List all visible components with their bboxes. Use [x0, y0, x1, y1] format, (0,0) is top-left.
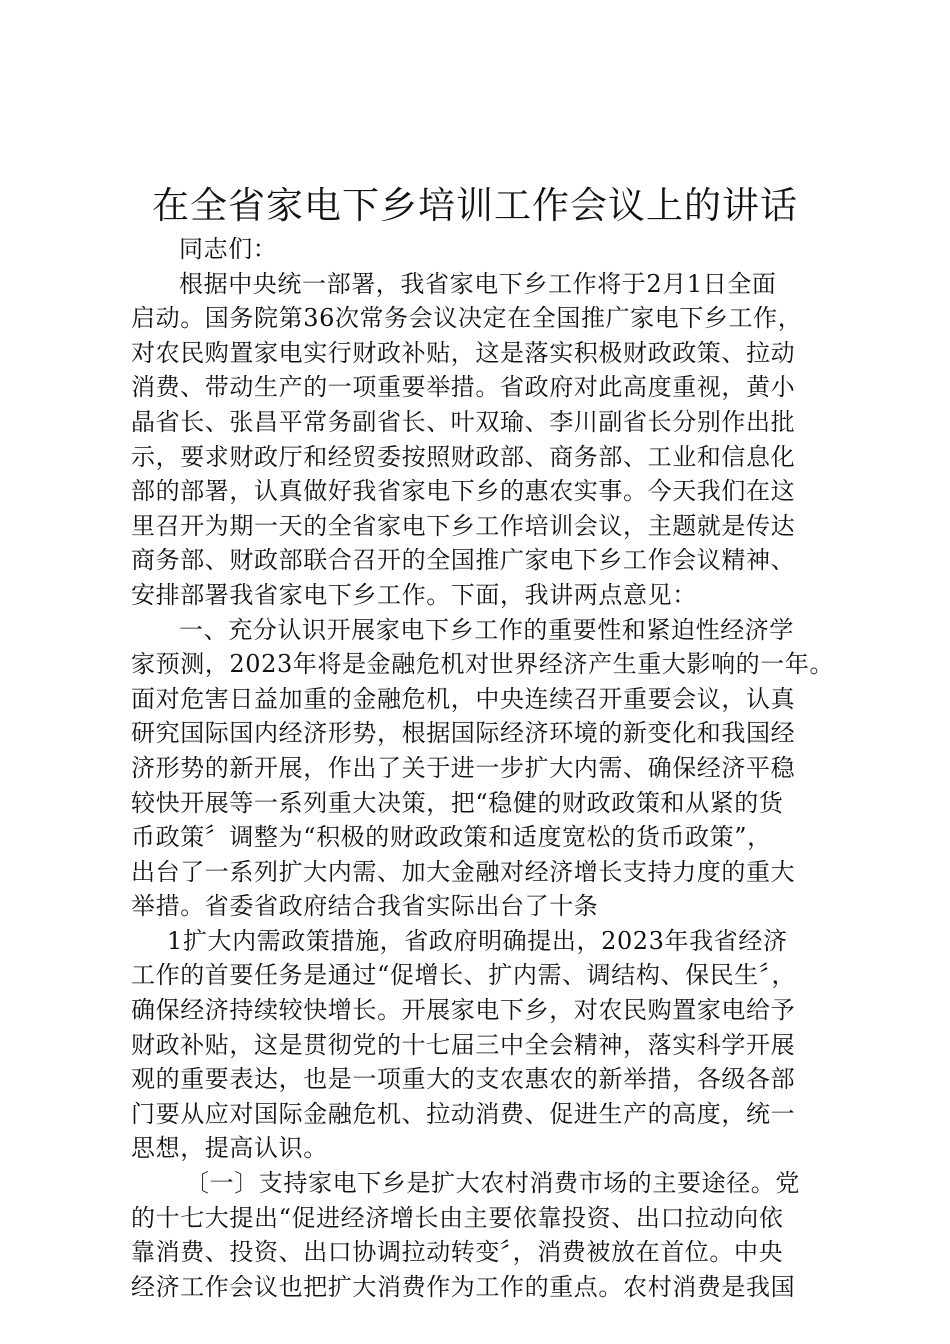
- text-line: 研究国际国内经济形势，根据国际经济环境的新变化和我国经: [131, 719, 796, 748]
- salutation-paragraph: [131, 232, 821, 267]
- text-line: 出台了一系列扩大内需、加大金融对经济增长支持力度的重大: [131, 857, 796, 886]
- subsection-one-paragraph: [131, 1166, 821, 1304]
- text-line: 晶省长、张昌平常务副省长、叶双瑜、李川副省长分别作出批: [131, 407, 796, 436]
- text-line: 财政补贴，这是贯彻党的十七届三中全会精神，落实科学开展: [131, 1030, 796, 1059]
- text-line: 较快开展等一系列重大决策，把“稳健的财政政策和从紧的货: [131, 788, 784, 817]
- policy-paragraph: [131, 924, 821, 1166]
- intro-paragraph: [131, 267, 821, 613]
- text-line: 思想，提高认识。: [131, 1134, 328, 1163]
- text-line: 同志们：: [179, 235, 278, 263]
- text-line: 消费、带动生产的一项重要举措。省政府对此高度重视，黄小: [131, 373, 796, 402]
- document-title: 在全省家电下乡培训工作会议上的讲话: [152, 184, 798, 227]
- text-line: 币政策〞调整为“积极的财政政策和适度宽松的货币政策”，: [131, 823, 772, 852]
- document-body: [131, 232, 835, 1304]
- text-line: 〔一〕支持家电下乡是扩大农村消费市场的主要途径。党: [185, 1169, 800, 1198]
- text-line: 对农民购置家电实行财政补贴，这是落实积极财政政策、拉动: [131, 338, 796, 367]
- text-line: 靠消费、投资、出口协调拉动转变〞，消费被放在首位。中央: [131, 1238, 784, 1267]
- text-line: 工作的首要任务是通过“促增长、扩内需、调结构、保民生〞，: [131, 961, 797, 990]
- text-line: 一、充分认识开展家电下乡工作的重要性和紧迫性经济学: [179, 615, 794, 644]
- text-line: 部的部署，认真做好我省家电下乡的惠农实事。今天我们在这: [131, 477, 796, 506]
- text-line: 安排部署我省家电下乡工作。下面，我讲两点意见：: [131, 580, 697, 609]
- text-line: 门要从应对国际金融危机、拉动消费、促进生产的高度，统一: [131, 1099, 796, 1128]
- text-line: 举措。省委省政府结合我省实际出台了十条: [131, 892, 599, 921]
- text-line: 济形势的新开展，作出了关于进一步扩大内需、确保经济平稳: [131, 753, 796, 782]
- text-line: 的十七大提出“促进经济增长由主要依靠投资、出口拉动向依: [131, 1203, 784, 1232]
- text-line: 启动。国务院第36次常务会议决定在全国推广家电下乡工作，: [131, 304, 803, 333]
- text-line: 家预测，2023年将是金融危机对世界经济产生重大影响的一年。: [131, 650, 835, 679]
- text-line: 里召开为期一天的全省家电下乡工作培训会议，主题就是传达: [131, 511, 796, 540]
- text-line: 示，要求财政厅和经贸委按照财政部、商务部、工业和信息化: [131, 442, 796, 471]
- text-line: 面对危害日益加重的金融危机，中央连续召开重要会议，认真: [131, 684, 796, 713]
- text-line: 根据中央统一部署，我省家电下乡工作将于2月1日全面: [179, 269, 777, 298]
- section-one-paragraph: [131, 613, 835, 924]
- text-line: 观的重要表达，也是一项重大的支农惠农的新举措，各级各部: [131, 1065, 796, 1094]
- text-line: 商务部、财政部联合召开的全国推广家电下乡工作会议精神、: [131, 546, 796, 575]
- text-line: 1扩大内需政策措施，省政府明确提出，2023年我省经济: [167, 926, 788, 955]
- text-line: 经济工作会议也把扩大消费作为工作的重点。农村消费是我国: [131, 1272, 796, 1301]
- text-line: 确保经济持续较快增长。开展家电下乡，对农民购置家电给予: [131, 996, 796, 1025]
